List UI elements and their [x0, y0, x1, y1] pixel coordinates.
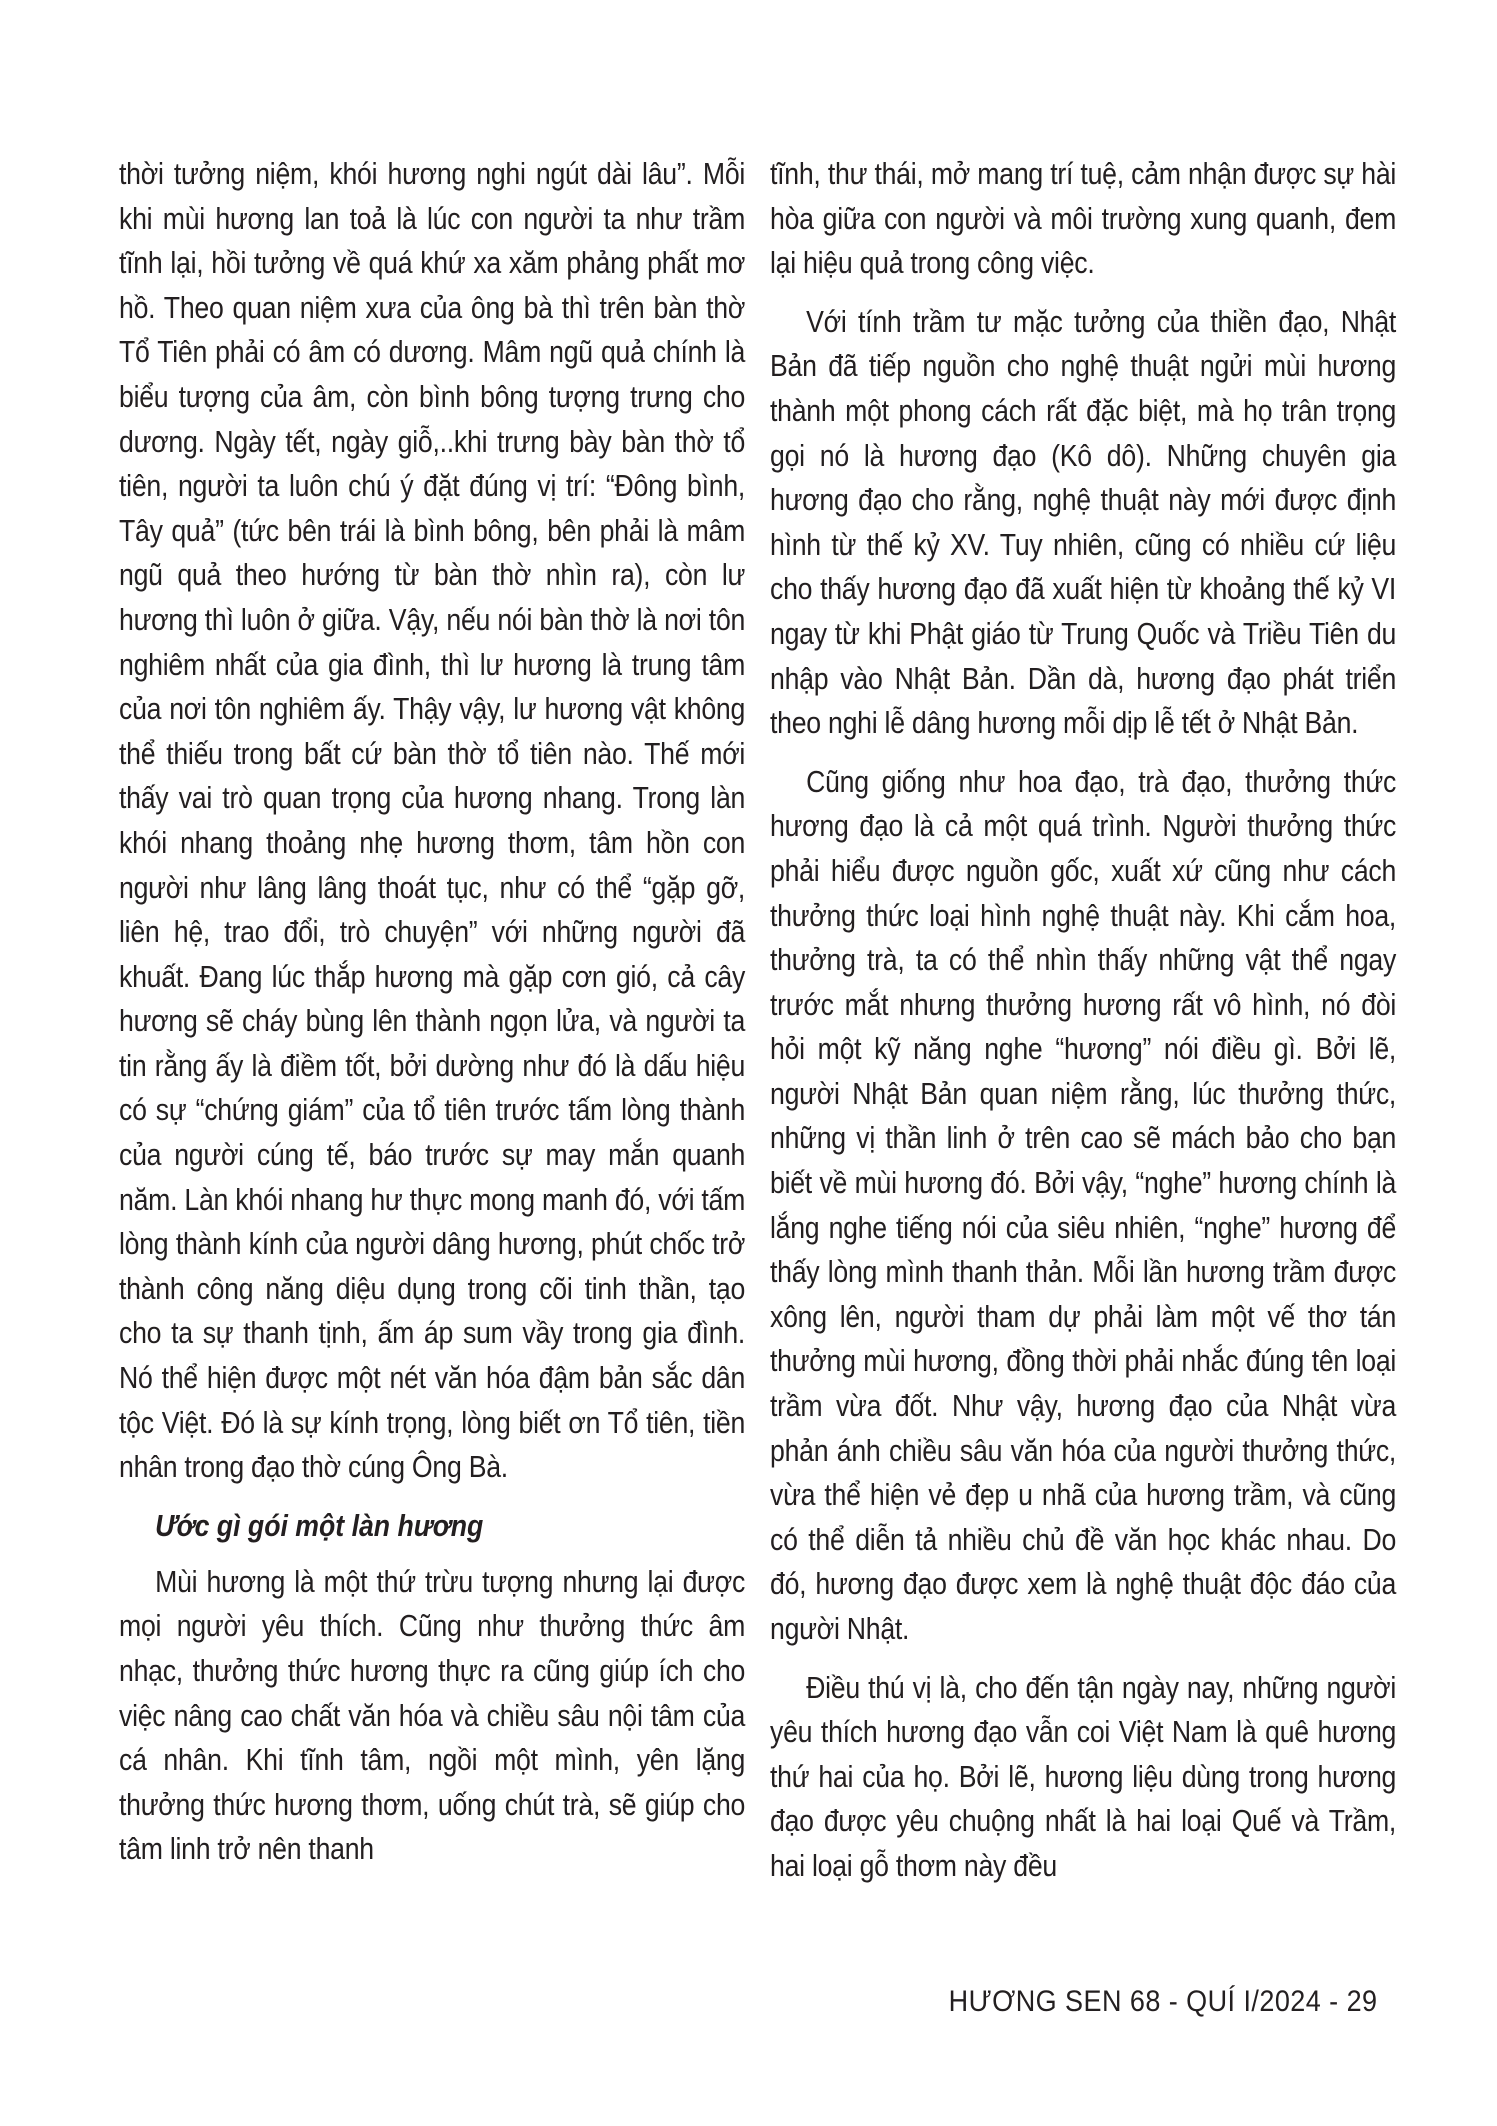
right-paragraph-1: tĩnh, thư thái, mở mang trí tuệ, cảm nhận được sự hài hòa giữa con người và môi trường xung quanh, đem lại hiệu quả trong công việc. [770, 156, 1397, 281]
right-paragraph-4: Điều thú vị là, cho đến tận ngày nay, những người yêu thích hương đạo vẫn coi Việt Nam là quê hương thứ hai của họ. Bởi lẽ, hương liệu dùng trong hương đạo được yêu chuộng nhất là hai loại Quế và Trầm, hai loại gỗ thơm này đều [770, 1669, 1397, 1883]
right-paragraph-2: Với tính trầm tư mặc tưởng của thiền đạo, Nhật Bản đã tiếp nguồn cho nghệ thuật ngửi mùi hương thành một phong cách rất đặc biệt, mà họ trân trọng gọi nó là hương đạo (Kô dô). Những chuyên gia hương đạo cho rằng, nghệ thuật này mới được định hình từ thế kỷ XV. Tuy nhiên, cũng có nhiều cứ liệu cho thấy hương đạo đã xuất hiện từ khoảng thế kỷ VI ngay từ khi Phật giáo từ Trung Quốc và Triều Tiên du nhập vào Nhật Bản. Dần dà, hương đạo phát triển theo nghi lễ dâng hương mỗi dịp lễ tết ở Nhật Bản. [770, 303, 1397, 741]
page-footer: HƯƠNG SEN 68 - QUÍ I/2024 - 29 [948, 1985, 1377, 2018]
right-column [770, 152, 1396, 1889]
left-paragraph-1: thời tưởng niệm, khói hương nghi ngút dài lâu”. Mỗi khi mùi hương lan toả là lúc con người ta như trầm tĩnh lại, hồi tưởng về quá khứ xa xăm phảng phất mơ hồ. Theo quan niệm xưa của ông bà thì trên bàn thờ Tổ Tiên phải có âm có dương. Mâm ngũ quả chính là biểu tượng của âm, còn bình bông tượng trưng cho dương. Ngày tết, ngày giỗ,..khi trưng bày bàn thờ tổ tiên, người ta luôn chú ý đặt đúng vị trí: “Đông bình, Tây quả” (tức bên trái là bình bông, bên phải là mâm ngũ quả theo hướng từ bàn thờ nhìn ra), còn lư hương thì luôn ở giữa. Vậy, nếu nói bàn thờ là nơi tôn nghiêm nhất của gia đình, thì lư hương là trung tâm của nơi tôn nghiêm ấy. Thậy vậy, lư hương vật không thể thiếu trong bất cứ bàn thờ tổ tiên nào. Thế mới thấy vai trò quan trọng của hương nhang. Trong làn khói nhang thoảng nhẹ hương thơm, tâm hồn con người như lâng lâng thoát tục, như có thể “gặp gỡ, liên hệ, trao đổi, trò chuyện” với những người đã khuất. Đang lúc thắp hương mà gặp cơn gió, cả cây hương sẽ cháy bùng lên thành ngọn lửa, và người ta tin rằng ấy là điềm tốt, bởi dường như đó là dấu hiệu có sự “chứng giám” của tổ tiên trước tấm lòng thành của người cúng tế, báo trước sự may mắn quanh năm. Làn khói nhang hư thực mong manh đó, với tấm lòng thành kính của người dâng hương, phút chốc trở thành công năng diệu dụng trong cõi tinh thần, tạo cho ta sự thanh tịnh, ấm áp sum vầy trong gia đình. Nó thể hiện được một nét văn hóa đậm bản sắc dân tộc Việt. Đó là sự kính trọng, lòng biết ơn Tổ tiên, tiền nhân trong đạo thờ cúng Ông Bà. [119, 156, 746, 1485]
right-paragraph-3: Cũng giống như hoa đạo, trà đạo, thưởng thức hương đạo là cả một quá trình. Người thưởng thức phải hiểu được nguồn gốc, xuất xứ cũng như cách thưởng thức loại hình nghệ thuật này. Khi cắm hoa, thưởng trà, ta có thể nhìn thấy những vật thể ngay trước mắt nhưng thưởng hương rất vô hình, nó đòi hỏi một kỹ năng nghe “hương” nói điều gì. Bởi lẽ, người Nhật Bản quan niệm rằng, lúc thưởng thức, những vị thần linh ở trên cao sẽ mách bảo cho bạn biết về mùi hương đó. Bởi vậy, “nghe” hương chính là lắng nghe tiếng nói của siêu nhiên, “nghe” hương để thấy lòng mình thanh thản. Mỗi lần hương trầm được xông lên, người tham dự phải làm một vế thơ tán thưởng mùi hương, đồng thời phải nhắc đúng tên loại trầm vừa đốt. Như vậy, hương đạo của Nhật vừa phản ánh chiều sâu văn hóa của người thưởng thức, vừa thể hiện vẻ đẹp u nhã của hương trầm, và cũng có thể diễn tả nhiều chủ đề văn học khác nhau. Do đó, hương đạo được xem là nghệ thuật độc đáo của người Nhật. [770, 763, 1397, 1646]
section-subheading: Ước gì gói một làn hương [155, 1507, 484, 1543]
left-paragraph-2: Mùi hương là một thứ trừu tượng nhưng lại được mọi người yêu thích. Cũng như thưởng thức âm nhạc, thưởng thức hương thực ra cũng giúp ích cho việc nâng cao chất văn hóa và chiều sâu nội tâm của cá nhân. Khi tĩnh tâm, ngồi một mình, yên lặng thưởng thức hương thơm, uống chút trà, sẽ giúp cho tâm linh trở nên thanh [119, 1563, 746, 1867]
left-column [119, 152, 745, 1872]
